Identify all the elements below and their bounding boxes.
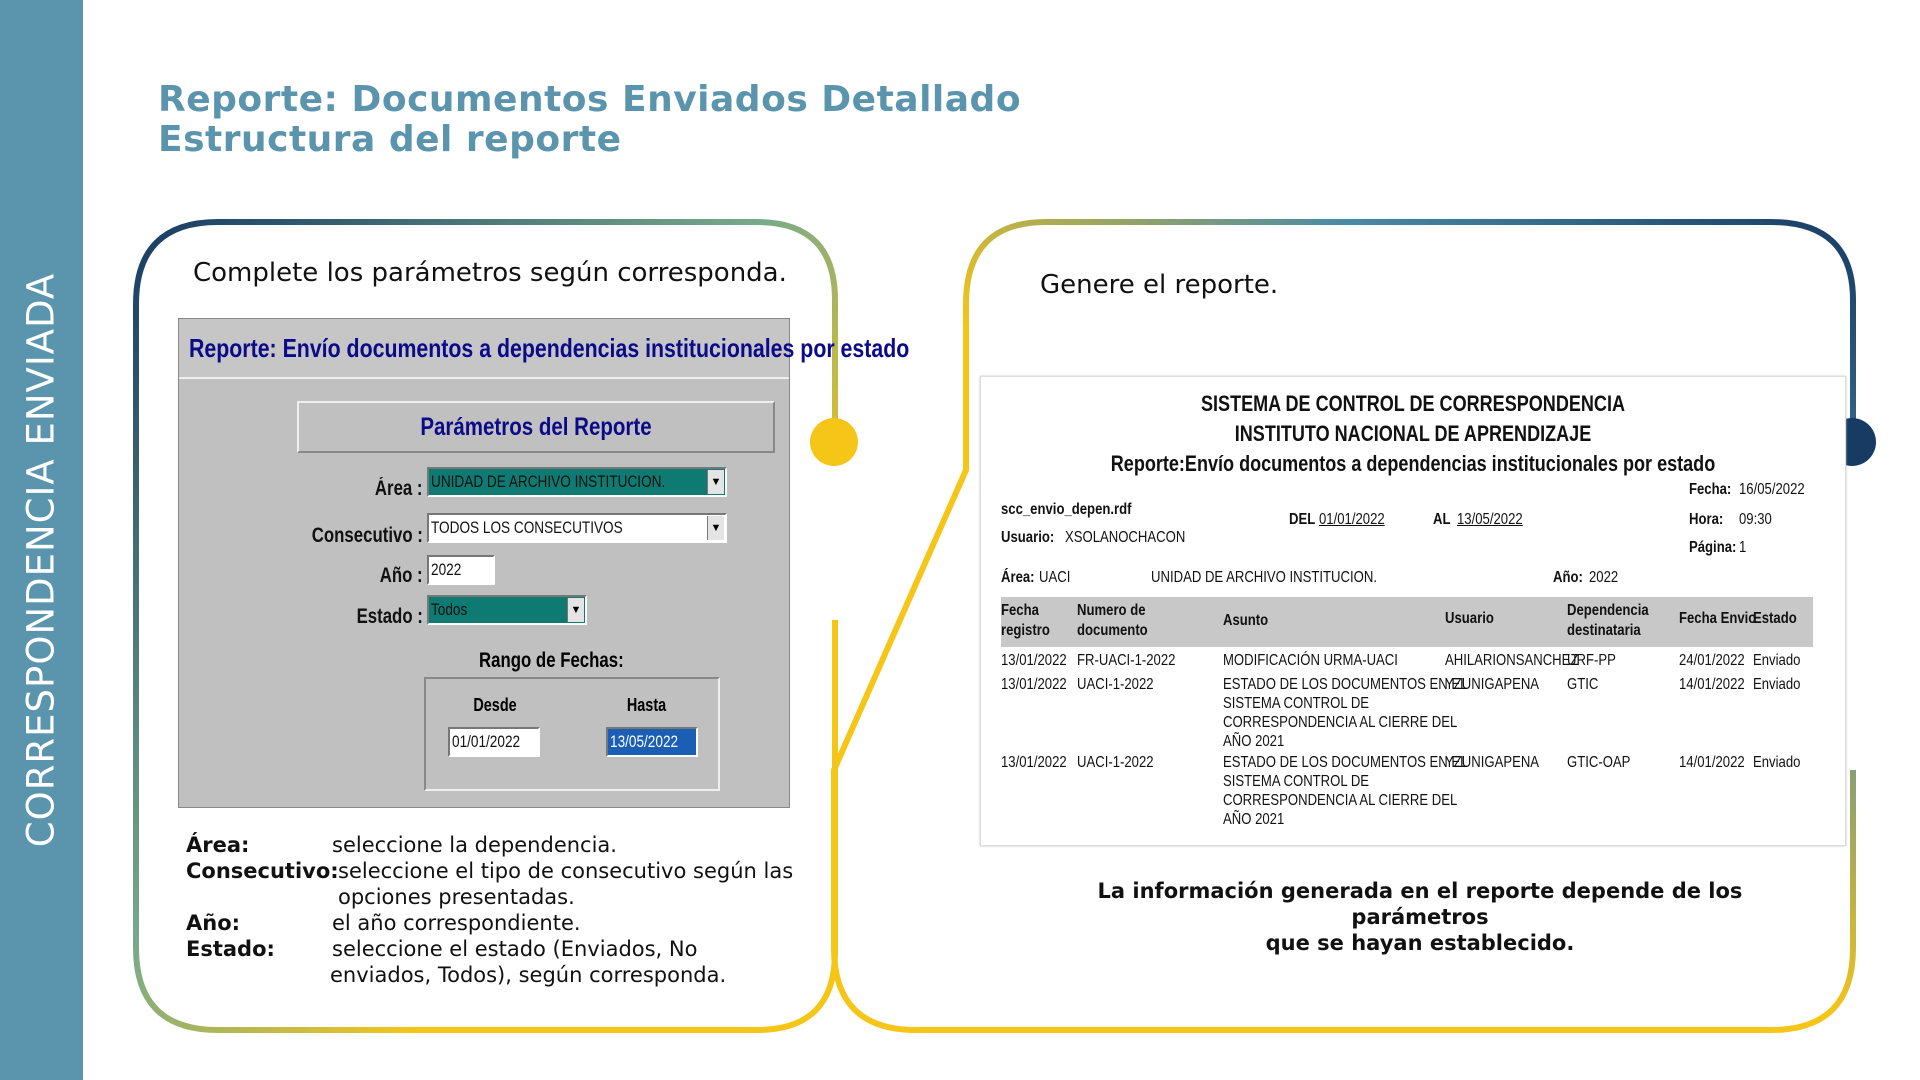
col-fecha-envio: Fecha Envio — [1679, 610, 1757, 627]
col-usuario: Usuario — [1445, 610, 1494, 627]
left-instruction: Complete los parámetros según corresponda. — [193, 258, 787, 288]
rango-box — [424, 677, 720, 791]
fecha-value: 16/05/2022 — [1739, 481, 1805, 498]
cell-asunto: CORRESPONDENCIA AL CIERRE DEL — [1223, 792, 1458, 809]
cell-dependencia: GTIC — [1567, 676, 1599, 693]
chevron-down-icon[interactable]: ▼ — [707, 516, 724, 540]
sidebar-label: CORRESPONDENCIA ENVIADA — [19, 272, 63, 848]
estado-label: Estado : — [356, 605, 423, 628]
desde-label: Desde — [473, 695, 517, 715]
anio-label: Año : — [380, 564, 423, 587]
report-form — [178, 318, 910, 808]
note-key: Consecutivo: — [186, 859, 339, 883]
hora-label: Hora: — [1689, 511, 1724, 528]
note-key: Área: — [186, 833, 250, 857]
al-value: 13/05/2022 — [1457, 511, 1523, 528]
note-key: Año: — [186, 911, 241, 935]
pagina-label: Página: — [1689, 539, 1737, 556]
params-title-box — [297, 401, 775, 453]
area-select[interactable] — [427, 467, 727, 497]
report-anio-value: 2022 — [1589, 569, 1619, 586]
desde-input-value: 01/01/2022 — [452, 732, 521, 751]
hora-value: 09:30 — [1739, 511, 1772, 528]
report-table-header — [1001, 597, 1813, 647]
del-value: 01/01/2022 — [1319, 511, 1385, 528]
cell-numero: UACI-1-2022 — [1077, 754, 1154, 771]
cell-usuario: YZUNIGAPENA — [1445, 676, 1540, 693]
usuario-value: XSOLANOCHACON — [1065, 529, 1186, 546]
page-title-line2: Estructura del reporte — [158, 119, 622, 160]
chevron-down-icon[interactable]: ▼ — [707, 470, 724, 494]
note-key: Estado: — [186, 937, 275, 961]
del-label: DEL — [1289, 511, 1316, 528]
pagina-value: 1 — [1739, 539, 1747, 556]
cell-asunto: SISTEMA CONTROL DE — [1223, 695, 1370, 712]
cell-fecha: 13/01/2022 — [1001, 754, 1067, 771]
desde-input[interactable] — [448, 727, 540, 757]
cell-fecha-envio: 14/01/2022 — [1679, 676, 1745, 693]
estado-select[interactable] — [427, 595, 587, 625]
consecutivo-select[interactable] — [427, 513, 727, 543]
note-value: seleccione la dependencia. — [332, 833, 617, 857]
note-value: el año correspondiente. — [332, 911, 581, 935]
cell-fecha-envio: 24/01/2022 — [1679, 652, 1745, 669]
consecutivo-select-value: TODOS LOS CONSECUTIVOS — [431, 518, 623, 537]
cell-estado: Enviado — [1753, 652, 1801, 669]
cell-fecha: 13/01/2022 — [1001, 676, 1067, 693]
footnote-line1: La información generada en el reporte depende de los parámetros — [1097, 879, 1743, 929]
cell-dependencia: GTIC-OAP — [1567, 754, 1631, 771]
usuario-label: Usuario: — [1001, 529, 1055, 546]
estado-select-value: Todos — [431, 600, 468, 619]
report-title-2: INSTITUTO NACIONAL DE APRENDIZAJE — [1234, 421, 1592, 446]
page-title-line1: Reporte: Documentos Enviados Detallado — [158, 79, 1022, 120]
cell-asunto: ESTADO DE LOS DOCUMENTOS EN EL — [1223, 754, 1468, 771]
cell-asunto: MODIFICACIÓN URMA-UACI — [1223, 652, 1398, 669]
cell-asunto: AÑO 2021 — [1223, 811, 1285, 828]
form-header-title: Reporte: Envío documentos a dependencias institucionales por estado — [189, 333, 910, 363]
report-area-label: Área: — [1001, 569, 1035, 586]
consecutivo-label: Consecutivo : — [311, 524, 423, 547]
fecha-label: Fecha: — [1689, 481, 1732, 498]
report-footnote — [1040, 878, 1800, 956]
report-file: scc_envio_depen.rdf — [1001, 501, 1132, 518]
cell-asunto: AÑO 2021 — [1223, 733, 1285, 750]
note-value: seleccione el tipo de consecutivo según las — [338, 859, 794, 883]
note-value: opciones presentadas. — [338, 885, 575, 909]
cell-usuario: AHILARIONSANCHEZ — [1445, 652, 1579, 669]
note-value: seleccione el estado (Enviados, No — [332, 937, 698, 961]
cell-estado: Enviado — [1753, 754, 1801, 771]
hasta-label: Hasta — [626, 695, 667, 715]
cell-numero: FR-UACI-1-2022 — [1077, 652, 1176, 669]
chevron-down-icon[interactable]: ▼ — [567, 598, 584, 622]
col-asunto: Asunto — [1223, 612, 1269, 629]
cell-usuario: YZUNIGAPENA — [1445, 754, 1540, 771]
report-area-name: UNIDAD DE ARCHIVO INSTITUCION. — [1151, 569, 1377, 586]
params-title: Parámetros del Reporte — [420, 413, 652, 441]
report-title-1: SISTEMA DE CONTROL DE CORRESPONDENCIA — [1201, 391, 1625, 416]
cell-asunto: ESTADO DE LOS DOCUMENTOS EN EL — [1223, 676, 1468, 693]
col-estado: Estado — [1753, 610, 1797, 627]
hasta-input[interactable] — [606, 727, 698, 757]
col-fecha-registro: Fecha registro — [1001, 602, 1050, 639]
footnote-line2: que se hayan establecido. — [1265, 931, 1575, 955]
area-select-value: UNIDAD DE ARCHIVO INSTITUCION. — [431, 472, 666, 491]
cell-estado: Enviado — [1753, 676, 1801, 693]
col-numero-documento: Numero de documento — [1077, 602, 1148, 639]
col-dependencia: Dependencia destinataria — [1567, 602, 1649, 639]
hasta-input-value: 13/05/2022 — [610, 732, 679, 751]
cell-asunto: CORRESPONDENCIA AL CIERRE DEL — [1223, 714, 1458, 731]
al-label: AL — [1433, 511, 1451, 528]
report-title-3: Reporte:Envío documentos a dependencias institucionales por estado — [1110, 451, 1716, 476]
cell-asunto: SISTEMA CONTROL DE — [1223, 773, 1370, 790]
area-label: Área : — [375, 477, 423, 500]
anio-input[interactable] — [427, 555, 495, 585]
anio-input-value: 2022 — [431, 560, 462, 579]
form-header — [179, 319, 910, 379]
cell-numero: UACI-1-2022 — [1077, 676, 1154, 693]
cell-fecha-envio: 14/01/2022 — [1679, 754, 1745, 771]
report-anio-label: Año: — [1553, 569, 1583, 586]
rango-label: Rango de Fechas: — [479, 649, 624, 672]
report-area-code: UACI — [1039, 569, 1071, 586]
note-value: enviados, Todos), según corresponda. — [330, 963, 727, 987]
left-connector-dot — [810, 418, 858, 466]
cell-fecha: 13/01/2022 — [1001, 652, 1067, 669]
generated-report — [980, 376, 1846, 846]
right-instruction: Genere el reporte. — [1040, 270, 1279, 300]
cell-dependencia: URF-PP — [1567, 652, 1616, 669]
